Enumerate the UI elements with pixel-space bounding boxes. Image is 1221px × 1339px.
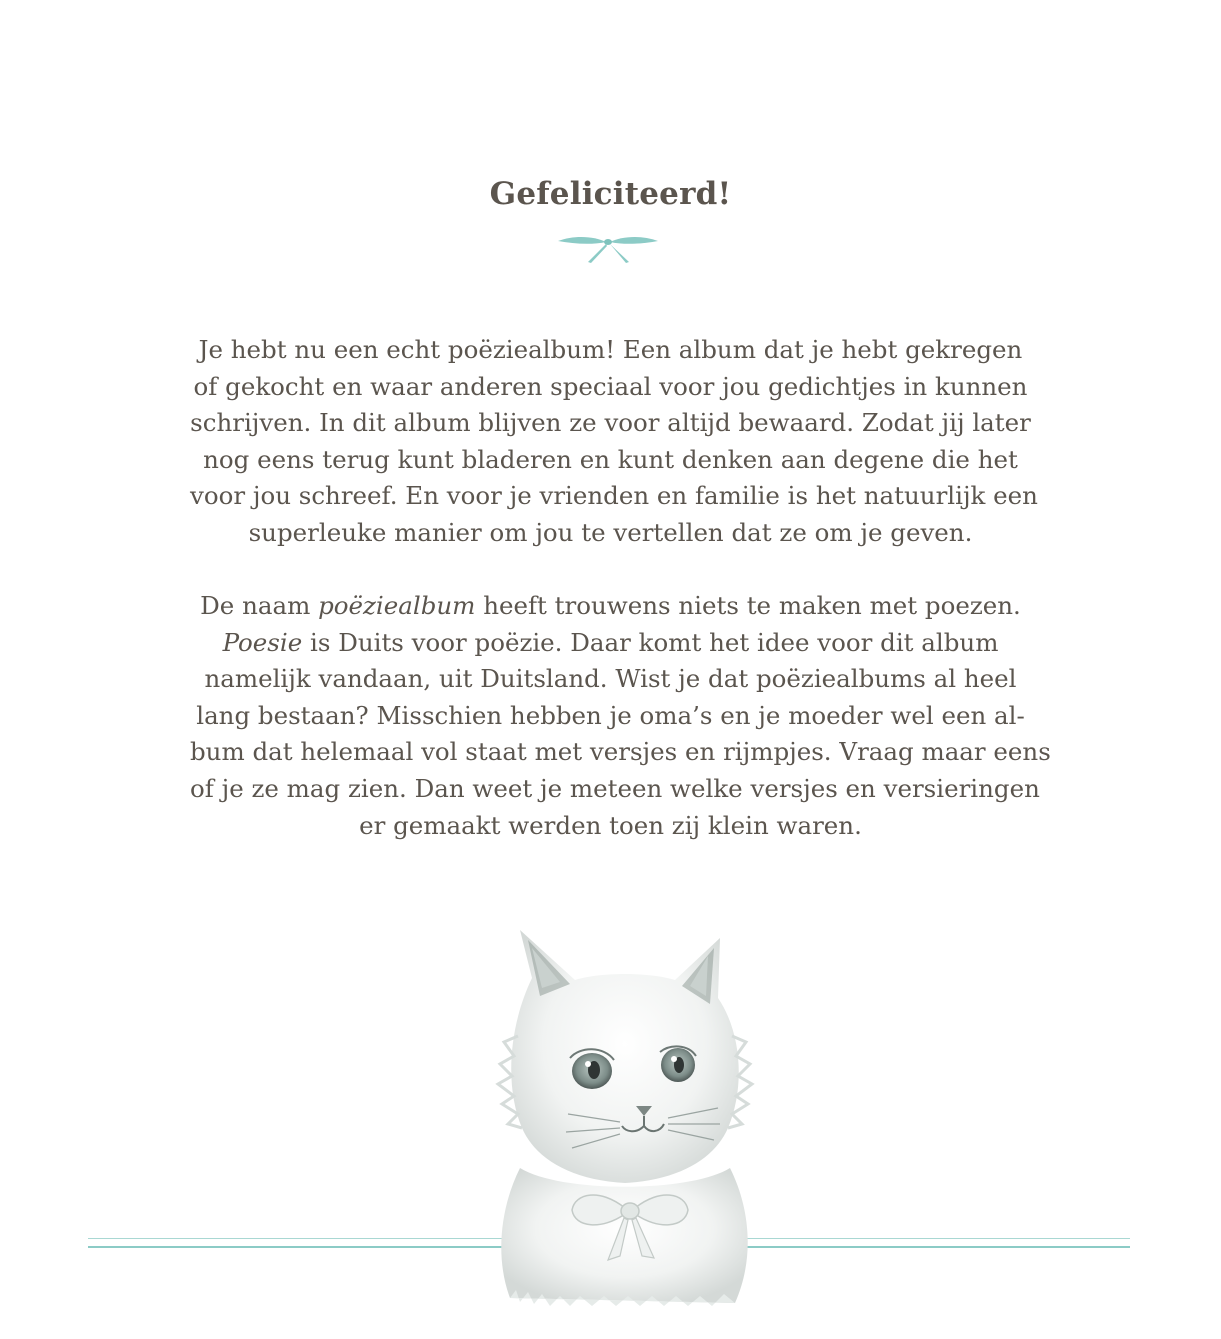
paragraph-line: voor jou schreef. En voor je vrienden en familie is het natuurlijk een [190,481,1038,511]
paragraph-line: nog eens terug kunt bladeren en kunt denken aan degene die het [203,444,1018,474]
paragraph-line: Je hebt nu een echt poëziealbum! Een album dat je hebt gekregen [198,335,1023,364]
paragraph-line: bum dat helemaal vol staat met versjes en rijmpjes. Vraag maar eens [190,737,1051,767]
emphasis-term: Poesie [222,627,303,657]
paragraph-line: namelijk vandaan, uit Duitsland. Wist je dat poëziealbums al heel [204,664,1017,694]
bow-ornament-icon [556,232,660,268]
emphasis-term: poëziealbum [318,591,476,620]
paragraph-line [190,588,1031,625]
paragraph-line: lang bestaan? Misschien hebben je oma’s en je moeder wel een al- [196,700,1025,730]
text-segment: is Duits voor poëzie. Daar komt het idee voor dit album [302,627,999,657]
paragraph-line: superleuke manier om jou te vertellen dat ze om je geven. [248,517,973,547]
text-segment: De naam [200,591,319,620]
paragraph-line: of je ze mag zien. Dan weet je meteen welke versjes en versieringen [190,773,1040,803]
kitten-illustration [480,918,770,1308]
intro-paragraph [190,332,1038,552]
history-paragraph [190,588,1051,844]
text-segment: heeft trouwens niets te maken met poezen. [475,591,1021,620]
paragraph-line: of gekocht en waar anderen speciaal voor jou gedichtjes in kunnen [193,371,1028,401]
paragraph-line: er gemaakt werden toen zij klein waren. [359,810,862,840]
page-title: Gefeliciteerd! [489,176,732,212]
paragraph-line: schrijven. In dit album blijven ze voor altijd bewaard. Zodat jij later [190,408,1031,438]
paragraph-line [190,625,1031,662]
